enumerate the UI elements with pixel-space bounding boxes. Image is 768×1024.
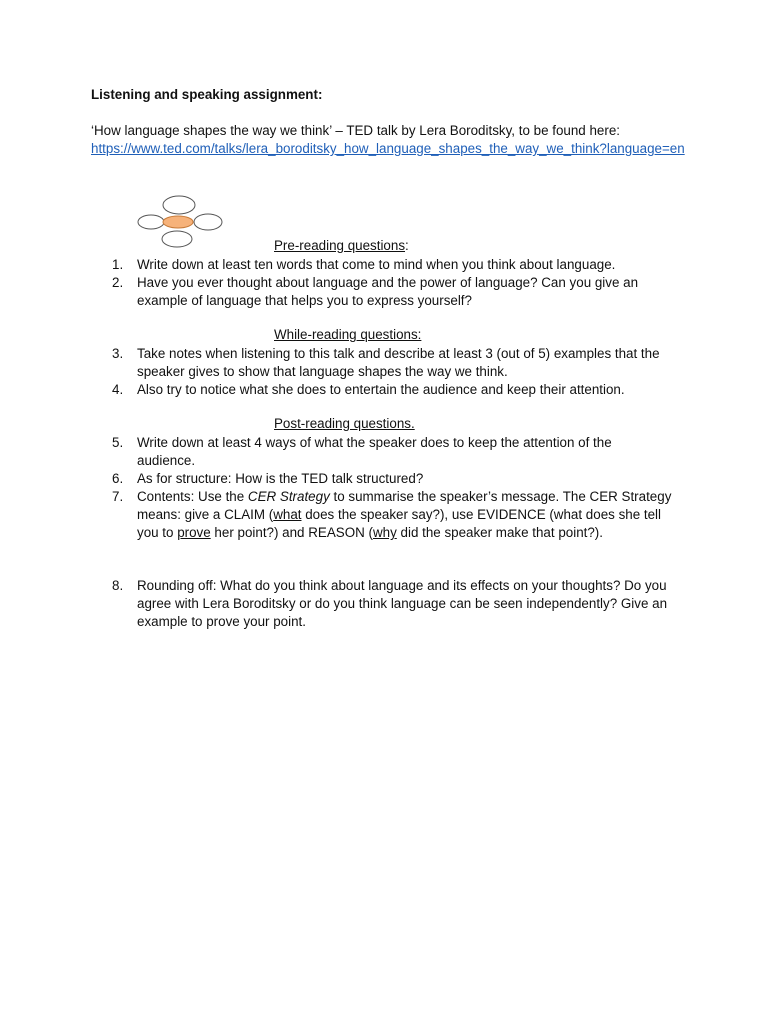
- question-2: 2. Have you ever thought about language and the power of language? Can you give an example of language that helps you to express yourself?: [112, 275, 639, 308]
- post-reading-heading: Post-reading questions.: [274, 416, 415, 431]
- question-5: 5. Write down at least 4 ways of what the speaker does to keep the attention of the audience.: [112, 435, 612, 468]
- mind-map-icon: [136, 191, 226, 251]
- while-reading-heading: While-reading questions:: [274, 327, 422, 342]
- question-8: 8. Rounding off: What do you think about language and its effects on your thoughts? Do you agree with Lera Boroditsky or do you think language can be seen independently? Give an example to prove your point.: [112, 578, 668, 629]
- intro-paragraph: [91, 122, 691, 158]
- question-3: 3. Take notes when listening to this talk and describe at least 3 (out of 5) examples that the speaker gives to show that language shapes the way we think.: [112, 346, 660, 379]
- prove-word: prove: [177, 525, 211, 540]
- ted-talk-link[interactable]: https://www.ted.com/talks/lera_boroditsky_how_language_shapes_the_way_we_think?language=en: [91, 141, 685, 156]
- pre-reading-heading: Pre-reading questions:: [274, 238, 409, 253]
- assignment-title: Listening and speaking assignment:: [91, 87, 323, 102]
- question-1: 1. Write down at least ten words that come to mind when you think about language.: [112, 257, 616, 272]
- intro-text: ‘How language shapes the way we think’ – TED talk by Lera Boroditsky, to be found here:: [91, 123, 620, 138]
- why-word: why: [372, 525, 397, 540]
- question-4: 4. Also try to notice what she does to entertain the audience and keep their attention.: [112, 382, 625, 397]
- what-word: what: [273, 507, 302, 522]
- question-6: 6. As for structure: How is the TED talk structured?: [112, 471, 424, 486]
- question-7: 7. Contents: Use the CER Strategy to summarise the speaker’s message. The CER Strategy means: give a CLAIM (what does the speaker say?), use EVIDENCE (what does she tell you to prove her point?) and REASON (why did the speaker make that point?).: [112, 489, 672, 540]
- cer-strategy-term: CER Strategy: [247, 489, 330, 504]
